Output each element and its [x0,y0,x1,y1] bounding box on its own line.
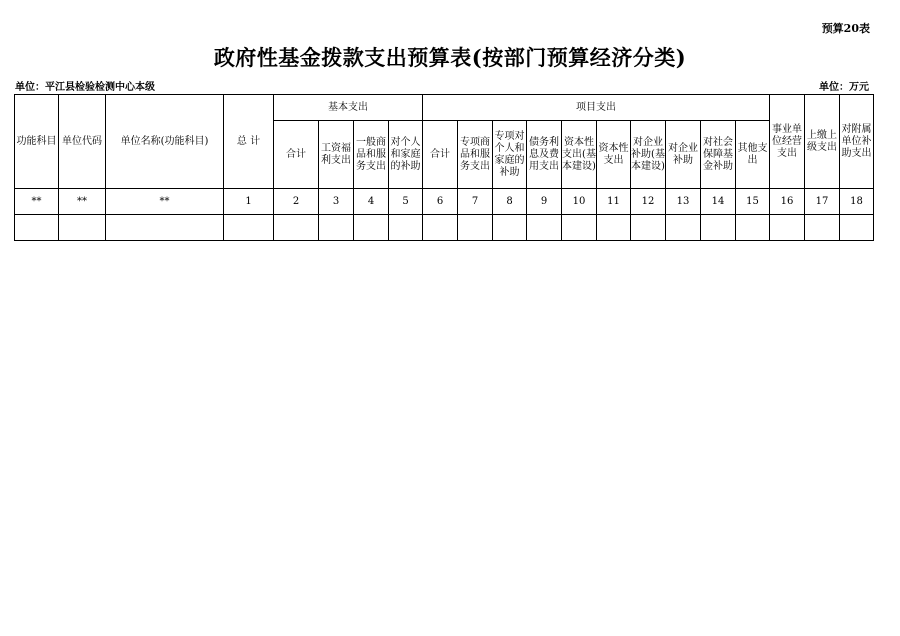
data-cell [354,215,389,241]
header-basic-group: 基本支出 [274,95,423,121]
budget-table [14,94,874,241]
index-cell: 12 [631,189,666,215]
index-cell: 15 [736,189,770,215]
header-debt-interest: 债务利息及费用支出 [527,121,562,189]
header-enterprise: 对企业补助 [666,121,701,189]
form-number: 预算20表 [821,22,870,35]
unit-name-label: 单位：平江县检验检测中心本级 [15,82,155,93]
index-cell: 13 [666,189,701,215]
header-unit-name: 单位名称(功能科目) [106,95,224,189]
data-cell [493,215,527,241]
data-cell [736,215,770,241]
index-cell: 6 [423,189,458,215]
index-cell: ** [59,189,106,215]
data-cell [666,215,701,241]
data-cell [805,215,840,241]
data-cell [840,215,874,241]
data-cell [770,215,805,241]
data-cell [423,215,458,241]
page-title: 政府性基金拨款支出预算表(按部门预算经济分类) [213,45,687,70]
index-cell: 3 [319,189,354,215]
header-project-total: 合计 [423,121,458,189]
header-goods-services: 一般商品和服务支出 [354,121,389,189]
header-project-group: 项目支出 [423,95,770,121]
data-cell [527,215,562,241]
data-cell [224,215,274,241]
header-institution-ops: 事业单位经营支出 [770,95,805,189]
data-cell [562,215,597,241]
data-cell [389,215,423,241]
header-basic-total: 合计 [274,121,319,189]
header-unit-code: 单位代码 [59,95,106,189]
data-cell [15,215,59,241]
header-wages: 工资福利支出 [319,121,354,189]
index-cell: 16 [770,189,805,215]
header-personal-subsidy: 对个人和家庭的补助 [389,121,423,189]
index-cell: 10 [562,189,597,215]
data-cell [701,215,736,241]
header-capital: 资本性支出 [597,121,631,189]
empty-data-row [15,215,874,241]
index-cell: 14 [701,189,736,215]
header-other: 其他支出 [736,121,770,189]
index-cell: 5 [389,189,423,215]
header-total: 总 计 [224,95,274,189]
data-cell [631,215,666,241]
header-project-goods: 专项商品和服务支出 [458,121,493,189]
header-func-subject: 功能科目 [15,95,59,189]
data-cell [274,215,319,241]
currency-unit-label: 单位：万元 [819,82,869,93]
index-cell: 4 [354,189,389,215]
index-cell: 11 [597,189,631,215]
index-cell: 1 [224,189,274,215]
header-affiliated: 对附属单位补助支出 [840,95,874,189]
header-enterprise-infra: 对企业补助(基本建设) [631,121,666,189]
index-cell: ** [106,189,224,215]
header-project-personal: 专项对个人和家庭的补助 [493,121,527,189]
header-social-security: 对社会保障基金补助 [701,121,736,189]
index-cell: 8 [493,189,527,215]
header-upper-payment: 上缴上级支出 [805,95,840,189]
index-cell: 9 [527,189,562,215]
data-cell [458,215,493,241]
index-cell: 17 [805,189,840,215]
index-cell: 2 [274,189,319,215]
index-row [15,189,874,215]
header-row-groups [15,95,874,121]
header-capital-infra: 资本性支出(基本建设) [562,121,597,189]
index-cell: 18 [840,189,874,215]
data-cell [319,215,354,241]
data-cell [106,215,224,241]
data-cell [59,215,106,241]
index-cell: ** [15,189,59,215]
index-cell: 7 [458,189,493,215]
data-cell [597,215,631,241]
